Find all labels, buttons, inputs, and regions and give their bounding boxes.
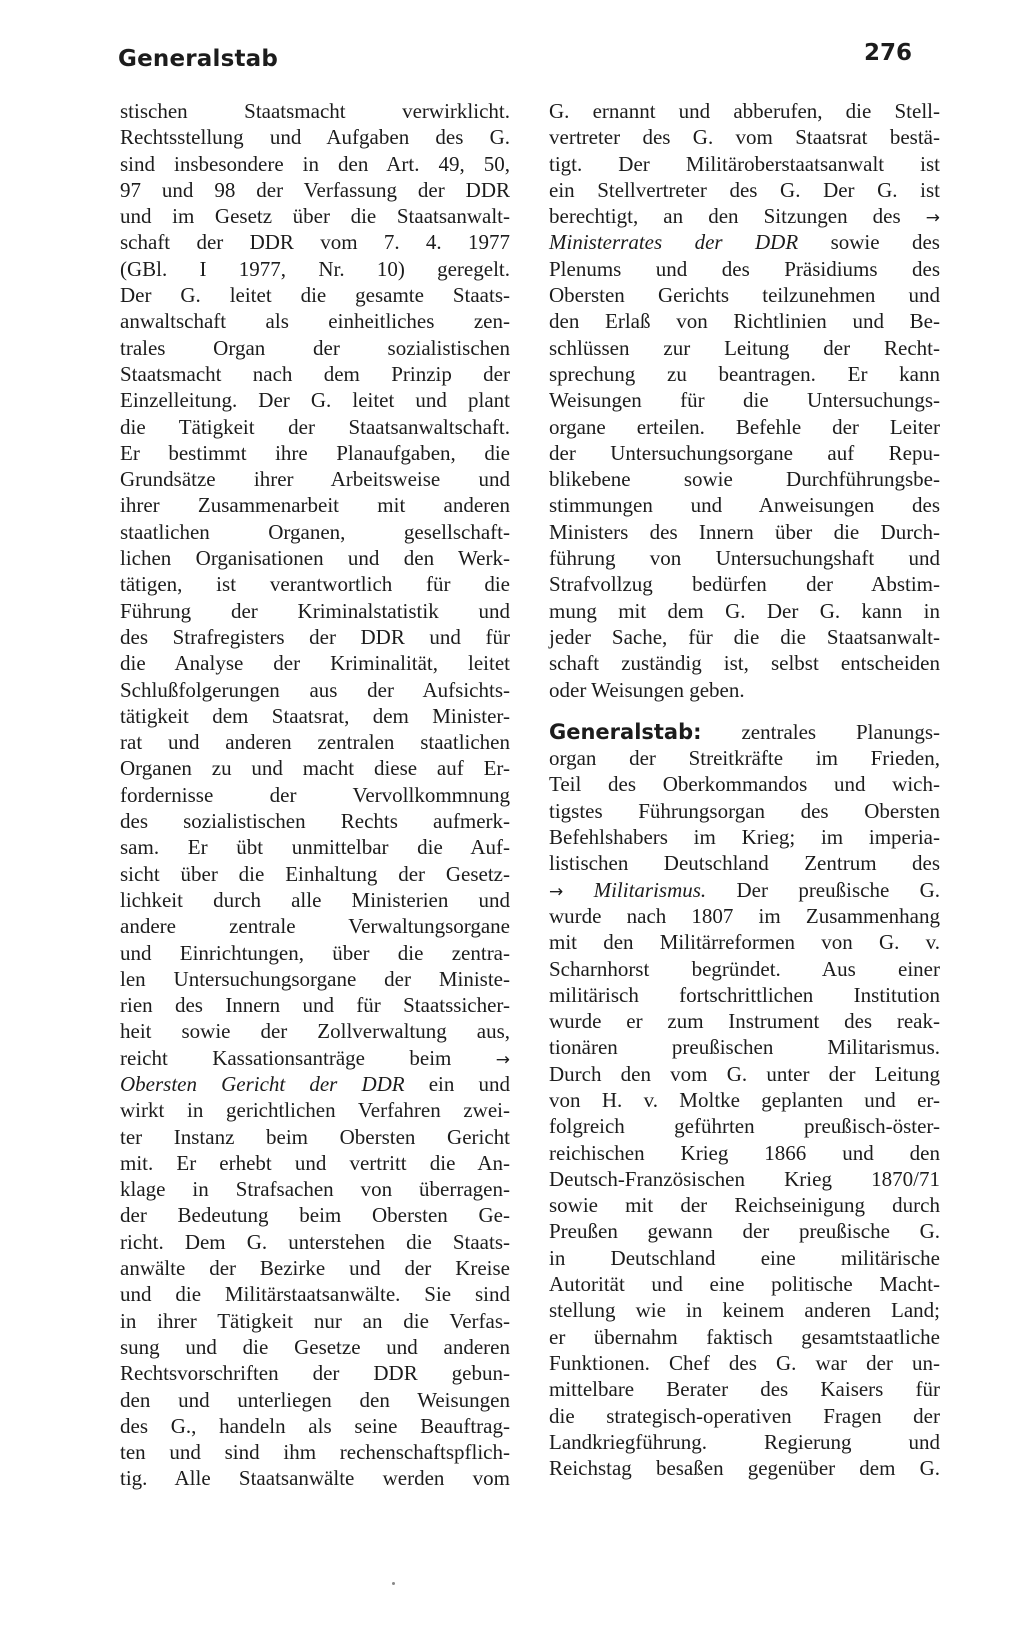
text-line — [549, 1403, 940, 1429]
text-line-content: sowie des — [830, 230, 940, 255]
text-line-content: Befehlshabers im Krieg; im imperia- — [549, 825, 940, 850]
text-line-content: mit den Militärreformen von G. v. — [549, 930, 940, 955]
text-line-content: die strategisch-operativen Fragen der — [549, 1403, 940, 1428]
cross-reference-arrow: → — [925, 208, 941, 229]
text-line-content: Reichstag besaßen gegenüber dem G. — [549, 1456, 940, 1481]
text-line-content: heit sowie der Zollverwaltung aus, — [120, 1019, 510, 1044]
text-line-content: Teil des Oberkommandos und wich- — [549, 772, 940, 797]
text-line — [549, 1087, 940, 1113]
text-line-content: schaft zuständig ist, selbst entscheiden — [549, 651, 940, 676]
text-line — [120, 440, 510, 466]
text-line-content: folgreich geführten preußisch-öster- — [549, 1114, 940, 1139]
text-line — [549, 1376, 940, 1402]
text-line-content: die Tätigkeit der Staatsanwaltschaft. — [120, 414, 510, 439]
text-line — [120, 861, 510, 887]
text-line-content: ein und — [428, 1071, 510, 1096]
text-line-content: listischen Deutschland Zentrum des — [549, 851, 940, 876]
text-line — [549, 545, 940, 571]
text-line — [120, 1465, 510, 1491]
text-line — [120, 1308, 510, 1334]
text-line-content: zentrales Planungs- — [741, 719, 941, 744]
entry-heading-line — [549, 719, 940, 745]
text-line — [549, 151, 940, 177]
text-line — [549, 745, 940, 771]
text-line — [120, 598, 510, 624]
text-line — [549, 1297, 940, 1323]
text-line — [549, 1008, 940, 1034]
text-line-content: oder Weisungen geben. — [549, 677, 745, 702]
text-line-content: die Analyse der Kriminalität, leitet — [120, 651, 510, 676]
text-line — [549, 850, 940, 876]
text-line-content: mittelbare Berater des Kaisers für — [549, 1377, 940, 1402]
text-line-content: er übernahm faktisch gesamtstaatliche — [549, 1324, 940, 1349]
text-line-content: ihrer Zusammenarbeit mit anderen — [120, 493, 510, 518]
text-line — [549, 177, 940, 203]
text-line — [549, 361, 940, 387]
text-line-content: G. ernannt und abberufen, die Stell- — [549, 99, 940, 123]
text-line-content: in Deutschland eine militärische — [549, 1245, 940, 1270]
text-line-content: lichen Organisationen und den Werk- — [120, 546, 510, 571]
text-line-content: und im Gesetz über die Staatsanwalt- — [120, 204, 510, 229]
text-line-content: Ministers des Innern über die Durch- — [549, 519, 940, 544]
text-line-content: den Erlaß von Richtlinien und Be- — [549, 309, 940, 334]
text-line-content: sam. Er übt unmittelbar die Auf- — [120, 835, 510, 860]
text-line — [549, 798, 940, 824]
text-line — [549, 956, 940, 982]
text-line — [120, 519, 510, 545]
text-line-content: sind insbesondere in den Art. 49, 50, — [120, 151, 510, 176]
text-line-content: sicht über die Einhaltung der Gesetz- — [120, 861, 510, 886]
text-line — [120, 1045, 510, 1071]
text-line — [549, 492, 940, 518]
text-line — [120, 1439, 510, 1465]
text-line-content: staatlichen Organen, gesellschaft- — [120, 519, 510, 544]
text-line-content: reichischen Krieg 1866 und den — [549, 1140, 940, 1165]
text-line — [549, 1455, 940, 1481]
text-line — [120, 808, 510, 834]
text-line-content: Funktionen. Chef des G. war der un- — [549, 1350, 940, 1375]
text-line — [120, 387, 510, 413]
text-line — [549, 624, 940, 650]
text-line — [549, 124, 940, 150]
text-line-content: Staatsmacht nach dem Prinzip der — [120, 361, 510, 386]
text-line — [549, 1034, 940, 1060]
text-line-content: richt. Dem G. unterstehen die Staats- — [120, 1229, 510, 1254]
text-line — [120, 98, 510, 124]
text-line-content: militärisch fortschrittlichen Institution — [549, 982, 940, 1007]
text-line — [549, 903, 940, 929]
text-line — [549, 335, 940, 361]
text-line — [120, 782, 510, 808]
text-line — [120, 1202, 510, 1228]
text-line — [549, 877, 940, 903]
text-line — [549, 1429, 940, 1455]
text-line-content: reicht Kassationsanträge beim — [120, 1045, 452, 1070]
text-line — [549, 282, 940, 308]
text-line — [549, 1218, 940, 1244]
text-line — [120, 466, 510, 492]
text-line-content: des Strafregisters der DDR und für — [120, 624, 510, 649]
text-line — [120, 545, 510, 571]
text-line — [549, 203, 940, 229]
text-line — [549, 1324, 940, 1350]
text-line-content: tätigkeit dem Staatsrat, dem Minister- — [120, 703, 510, 728]
text-line-content: mit. Er erhebt und vertritt die An- — [120, 1150, 510, 1175]
text-line — [549, 571, 940, 597]
running-head: Generalstab — [118, 46, 279, 72]
text-line-content: wurde er zum Instrument des reak- — [549, 1009, 940, 1034]
entry-gap — [549, 703, 940, 719]
text-line — [120, 256, 510, 282]
text-line-content: von H. v. Moltke geplanten und er- — [549, 1087, 940, 1112]
text-line — [549, 519, 940, 545]
text-line-content: Preußen gewann der preußische G. — [549, 1219, 940, 1244]
text-line-content: sung und die Gesetze und anderen — [120, 1334, 510, 1359]
text-line-content: stimmungen und Anweisungen des — [549, 493, 940, 518]
text-line — [120, 755, 510, 781]
text-line — [120, 361, 510, 387]
text-line — [120, 335, 510, 361]
text-line — [549, 824, 940, 850]
text-line — [120, 571, 510, 597]
text-line-content: ein Stellvertreter des G. Der G. ist — [549, 177, 940, 202]
text-line-content: jeder Sache, für die die Staatsanwalt- — [549, 624, 940, 649]
text-line-content: Plenums und des Präsidiums des — [549, 256, 940, 281]
text-line — [120, 1124, 510, 1150]
text-line — [549, 1166, 940, 1192]
text-line — [120, 1281, 510, 1307]
text-line — [549, 466, 940, 492]
text-line-content: und Einrichtungen, über die zentra- — [120, 940, 510, 965]
text-line — [120, 1018, 510, 1044]
text-line — [120, 177, 510, 203]
text-line — [120, 1360, 510, 1386]
text-line-content: der Untersuchungsorgane auf Repu- — [549, 440, 940, 465]
text-line-content: sprechung zu beantragen. Er kann — [549, 361, 940, 386]
text-line-content: andere zentrale Verwaltungsorgane — [120, 914, 510, 939]
text-line — [120, 887, 510, 913]
text-line-content: Der G. leitet die gesamte Staats- — [120, 283, 510, 308]
cross-reference-arrow: → — [495, 1049, 510, 1070]
text-line — [549, 650, 940, 676]
text-line-content: Er bestimmt ihre Planaufgaben, die — [120, 440, 510, 465]
text-line — [120, 1229, 510, 1255]
cross-reference-link: Militarismus. — [593, 877, 707, 902]
text-line-content: ter Instanz beim Obersten Gericht — [120, 1124, 510, 1149]
text-line-content: tig. Alle Staatsanwälte werden vom — [120, 1466, 510, 1491]
text-line — [120, 151, 510, 177]
text-line — [120, 492, 510, 518]
text-line-content: in ihrer Tätigkeit nur an die Verfas- — [120, 1308, 510, 1333]
text-line-content: tionären preußischen Militarismus. — [549, 1035, 940, 1060]
text-line — [549, 1245, 940, 1271]
text-line-content: anwaltschaft als einheitliches zen- — [120, 309, 510, 334]
text-line-content: Deutsch-Französischen Krieg 1870/71 — [549, 1166, 940, 1191]
text-line-content: sowie mit der Reichseinigung durch — [549, 1193, 940, 1218]
text-line-content: tigstes Führungsorgan des Obersten — [549, 798, 940, 823]
text-line — [120, 677, 510, 703]
text-line — [549, 598, 940, 624]
text-line — [120, 1176, 510, 1202]
text-line — [549, 387, 940, 413]
text-line-content: 97 und 98 der Verfassung der DDR — [120, 177, 510, 202]
text-line — [120, 650, 510, 676]
text-line — [120, 703, 510, 729]
cross-reference-link: Obersten Gericht der DDR — [120, 1071, 405, 1096]
text-line — [549, 414, 940, 440]
text-line-content: ten und sind ihm rechenschaftspflich- — [120, 1440, 510, 1465]
text-line-content: Durch den vom G. unter der Leitung — [549, 1061, 940, 1086]
text-line-content: Rechtsstellung und Aufgaben des G. — [120, 125, 510, 150]
entry-term: Generalstab: — [549, 719, 702, 744]
text-line-content: Schlußfolgerungen aus der Aufsichts- — [120, 677, 510, 702]
text-line — [549, 308, 940, 334]
text-line-content: organ der Streitkräfte im Frieden, — [549, 746, 940, 771]
right-column — [549, 98, 940, 1481]
text-line — [120, 992, 510, 1018]
text-line — [549, 1192, 940, 1218]
text-line-content: Einzelleitung. Der G. leitet und plant — [120, 388, 510, 413]
text-line-content: des G., handeln als seine Beauftrag- — [120, 1413, 510, 1438]
text-line — [120, 913, 510, 939]
text-line-content: stischen Staatsmacht verwirklicht. — [120, 99, 510, 123]
text-line — [120, 308, 510, 334]
text-line-content: wurde nach 1807 im Zusammenhang — [549, 903, 940, 928]
text-line-content: fordernisse der Vervollkommnung — [120, 782, 510, 807]
text-line — [120, 1097, 510, 1123]
text-line — [549, 1271, 940, 1297]
text-line — [549, 677, 940, 703]
text-line-content: rien des Innern und für Staatssicher- — [120, 993, 510, 1018]
text-line — [549, 98, 940, 124]
text-line-content: organe erteilen. Befehle der Leiter — [549, 414, 940, 439]
text-line — [120, 1387, 510, 1413]
text-line-content: rat und anderen zentralen staatlichen — [120, 730, 510, 755]
text-line-content: blikebene sowie Durchführungsbe- — [549, 467, 940, 492]
text-line — [549, 1140, 940, 1166]
text-line-content: führung von Untersuchungshaft und — [549, 546, 940, 571]
text-line — [120, 966, 510, 992]
text-line-content: lichkeit durch alle Ministerien und — [120, 887, 510, 912]
text-line — [120, 1071, 510, 1097]
text-line-content: den und unterliegen den Weisungen — [120, 1387, 510, 1412]
text-line-content: Landkriegführung. Regierung und — [549, 1429, 940, 1454]
text-line — [120, 940, 510, 966]
text-line-content: len Untersuchungsorgane der Ministe- — [120, 966, 510, 991]
text-line-content: Strafvollzug bedürfen der Abstim- — [549, 572, 940, 597]
text-line — [120, 1334, 510, 1360]
text-line — [120, 834, 510, 860]
text-line-content: Führung der Kriminalstatistik und — [120, 598, 510, 623]
left-column — [120, 98, 510, 1492]
text-line-content: schlüssen zur Leitung der Recht- — [549, 335, 940, 360]
text-line-content: Weisungen für die Untersuchungs- — [549, 388, 940, 413]
text-line — [549, 982, 940, 1008]
print-smudge — [392, 1582, 395, 1585]
text-line — [120, 1255, 510, 1281]
text-line — [549, 256, 940, 282]
text-line — [549, 1061, 940, 1087]
text-line — [120, 729, 510, 755]
text-line — [120, 229, 510, 255]
cross-reference-arrow: → — [549, 881, 564, 902]
text-line-content: Organen zu und macht diese auf Er- — [120, 756, 510, 781]
text-line — [549, 229, 940, 255]
cross-reference-link: Ministerrates der DDR — [549, 230, 799, 255]
text-line-content: Rechtsvorschriften der DDR gebun- — [120, 1361, 510, 1386]
text-line — [120, 203, 510, 229]
text-line-content: vertreter des G. vom Staatsrat bestä- — [549, 125, 940, 150]
text-line — [120, 1150, 510, 1176]
text-line-content: Scharnhorst begründet. Aus einer — [549, 956, 940, 981]
text-line-content: der Bedeutung beim Obersten Ge- — [120, 1203, 510, 1228]
text-line-content: klage in Strafsachen von überragen- — [120, 1177, 510, 1202]
text-line — [549, 929, 940, 955]
text-line — [120, 282, 510, 308]
text-line-content: mung mit dem G. Der G. kann in — [549, 598, 940, 623]
text-line-content: Autorität und eine politische Macht- — [549, 1272, 940, 1297]
text-line-content: schaft der DDR vom 7. 4. 1977 — [120, 230, 510, 255]
text-line-content: Der preußische G. — [736, 877, 941, 902]
text-line-content: trales Organ der sozialistischen — [120, 335, 510, 360]
text-line-content: (GBl. I 1977, Nr. 10) geregelt. — [120, 256, 510, 281]
text-line-content: wirkt in gerichtlichen Verfahren zwei- — [120, 1098, 510, 1123]
text-line — [120, 414, 510, 440]
page-number: 276 — [863, 40, 912, 66]
text-line — [549, 440, 940, 466]
text-line-content: stellung wie in keinem anderen Land; — [549, 1298, 940, 1323]
text-line-content: Obersten Gerichts teilzunehmen und — [549, 283, 940, 308]
text-line-content: tigt. Der Militäroberstaatsanwalt ist — [549, 151, 940, 176]
text-line-content: und die Militärstaatsanwälte. Sie sind — [120, 1282, 510, 1307]
text-line — [120, 124, 510, 150]
text-line-content: anwälte der Bezirke und der Kreise — [120, 1256, 510, 1281]
text-line — [120, 624, 510, 650]
text-line — [549, 1113, 940, 1139]
text-line-content: tätigen, ist verantwortlich für die — [120, 572, 510, 597]
text-line — [549, 1350, 940, 1376]
text-line — [120, 1413, 510, 1439]
text-line-content: berechtigt, an den Sitzungen des — [549, 204, 901, 229]
text-line-content: Grundsätze ihrer Arbeitsweise und — [120, 467, 510, 492]
text-line — [549, 771, 940, 797]
text-line-content: des sozialistischen Rechts aufmerk- — [120, 809, 510, 834]
